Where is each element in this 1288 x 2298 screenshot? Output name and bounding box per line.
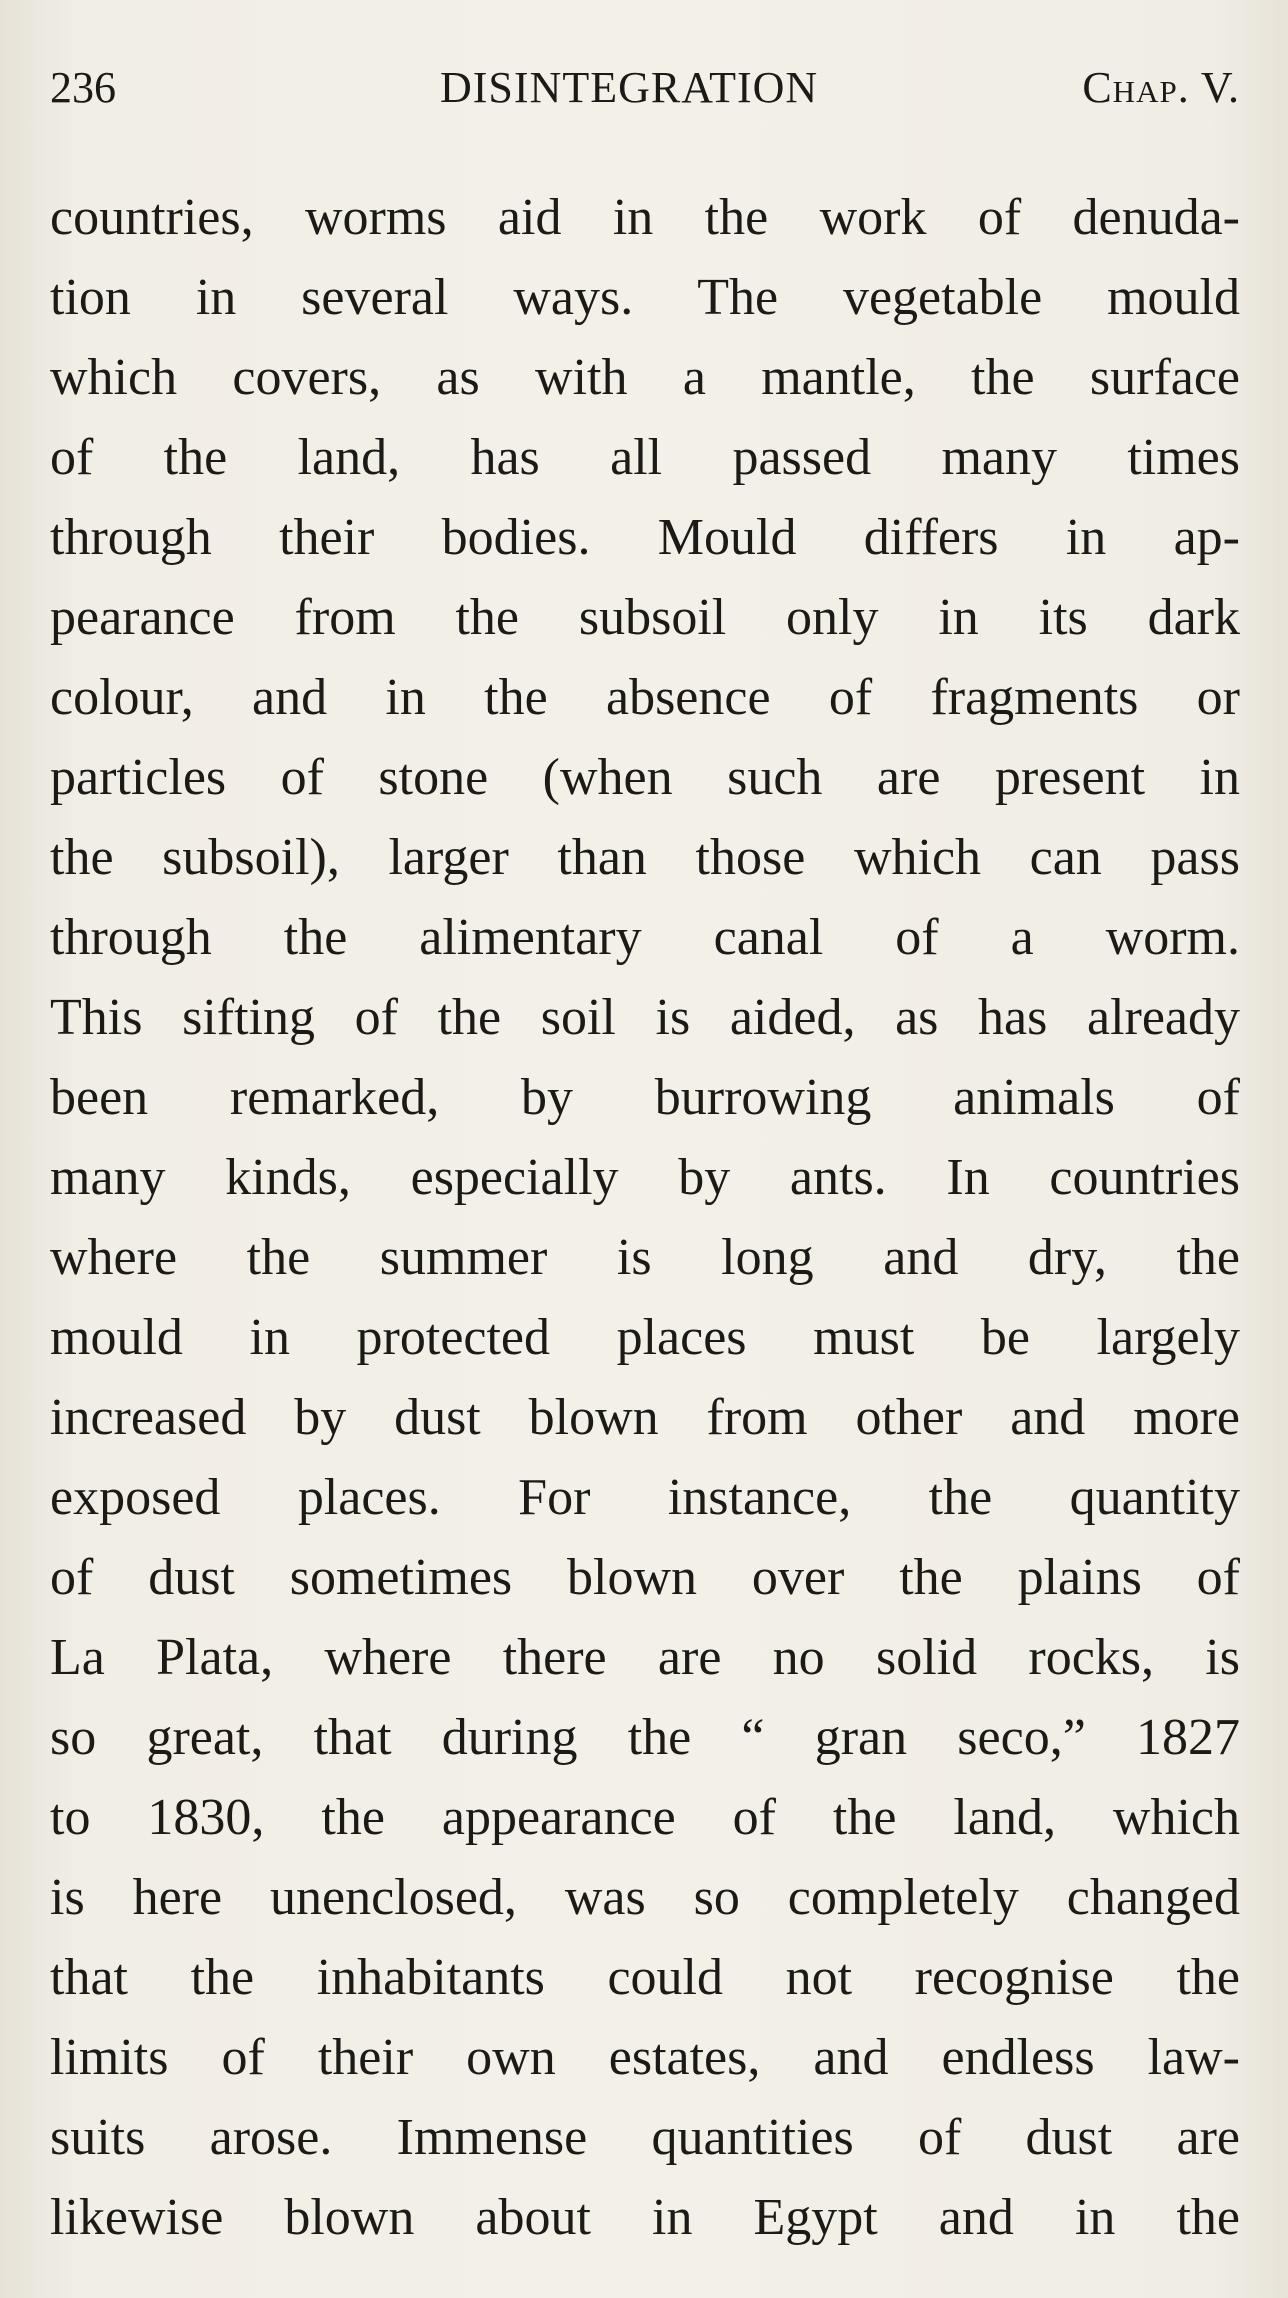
- running-title: DISINTEGRATION: [440, 63, 819, 112]
- text-line: is here unenclosed, was so completely changed: [50, 1869, 1240, 1926]
- text-line: where the summer is long and dry, the: [50, 1229, 1240, 1286]
- text-line: La Plata, where there are no solid rocks, is: [50, 1629, 1240, 1686]
- text-line: limits of their own estates, and endless law-: [50, 2029, 1240, 2086]
- page-number: 236: [50, 63, 116, 112]
- text-line: many kinds, especially by ants. In countries: [50, 1149, 1240, 1206]
- text-line: of the land, has all passed many times: [50, 429, 1240, 486]
- text-line: which covers, as with a mantle, the surface: [50, 349, 1240, 406]
- text-line: of dust sometimes blown over the plains of: [50, 1549, 1240, 1606]
- text-line: through the alimentary canal of a worm.: [50, 909, 1240, 966]
- text-line: increased by dust blown from other and more: [50, 1389, 1240, 1446]
- text-line: countries, worms aid in the work of denuda-: [50, 189, 1240, 246]
- text-line: likewise blown about in Egypt and in the: [50, 2189, 1240, 2246]
- text-line: exposed places. For instance, the quantity: [50, 1469, 1240, 1526]
- text-line: suits arose. Immense quantities of dust are: [50, 2109, 1240, 2166]
- chapter-label: Chap. V.: [1082, 63, 1240, 112]
- text-line: to 1830, the appearance of the land, which: [50, 1789, 1240, 1846]
- text-line: colour, and in the absence of fragments or: [50, 669, 1240, 726]
- body-text: [50, 178, 1240, 2258]
- text-line: mould in protected places must be largely: [50, 1309, 1240, 1366]
- text-line: particles of stone (when such are present in: [50, 749, 1240, 806]
- text-line: that the inhabitants could not recognise the: [50, 1949, 1240, 2006]
- text-line: This sifting of the soil is aided, as has already: [50, 989, 1240, 1046]
- text-line: so great, that during the “ gran seco,” 1827: [50, 1709, 1240, 1766]
- text-line: been remarked, by burrowing animals of: [50, 1069, 1240, 1126]
- text-line: through their bodies. Mould differs in ap-: [50, 509, 1240, 566]
- running-header: [50, 58, 1240, 118]
- text-line: tion in several ways. The vegetable mould: [50, 269, 1240, 326]
- text-line: pearance from the subsoil only in its dark: [50, 589, 1240, 646]
- text-line: the subsoil), larger than those which can pass: [50, 829, 1240, 886]
